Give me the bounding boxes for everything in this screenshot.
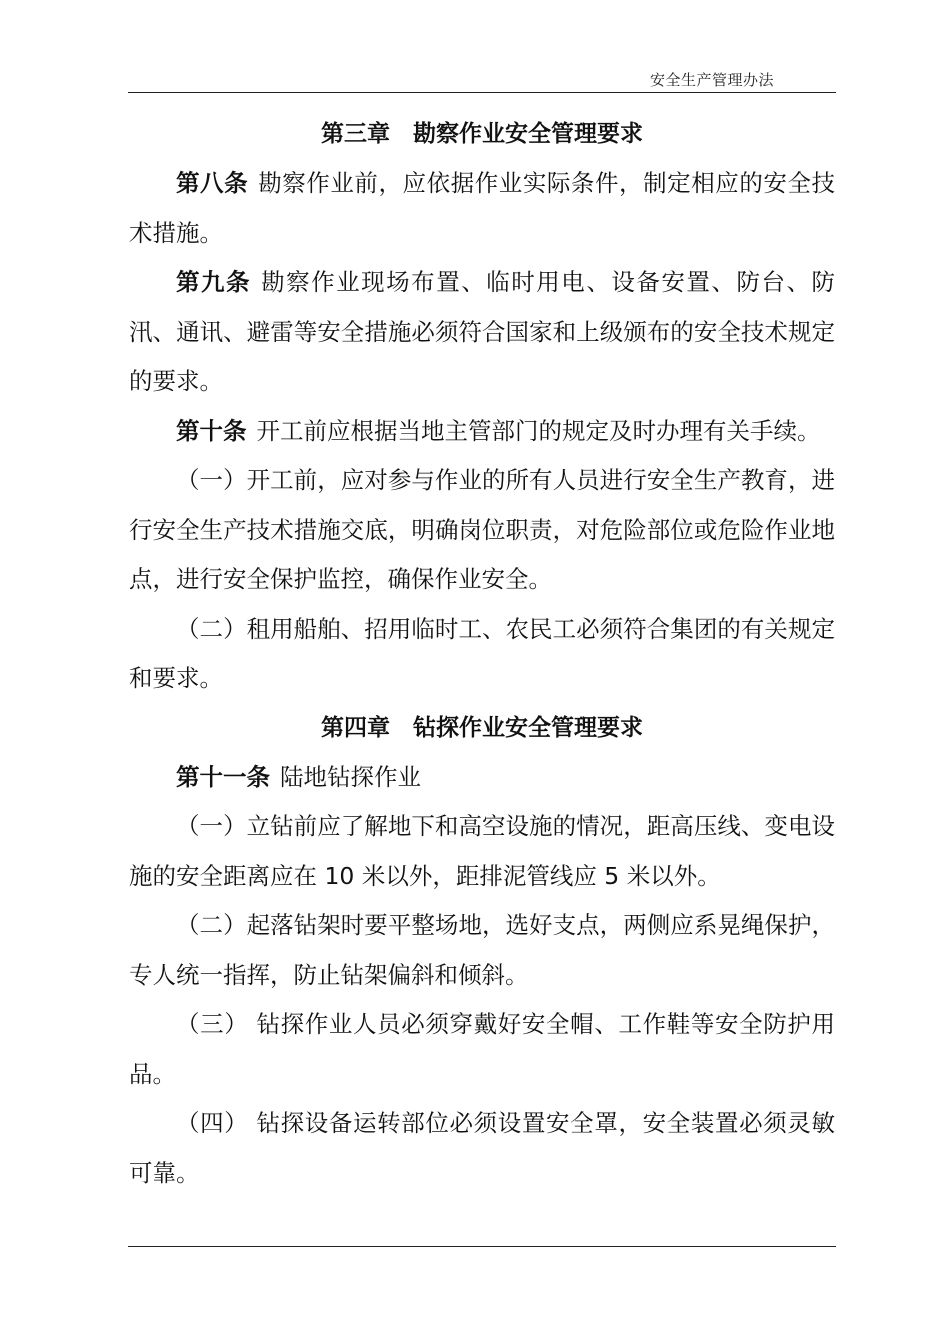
article-text: 陆地钻探作业 xyxy=(280,762,421,791)
article-10-item-1: （一）开工前，应对参与作业的所有人员进行安全生产教育，进行安全生产技术措施交底，明确岗位职责，对危险部位或危险作业地点，进行安全保护监控，确保作业安全。 xyxy=(129,466,835,593)
footer-rule xyxy=(128,1246,836,1247)
article-text: 勘察作业前，应依据作业实际条件，制定相应的安全技术措施。 xyxy=(129,169,836,247)
article-11 xyxy=(129,753,835,803)
article-11-item-2: （二）起落钻架时要平整场地，选好支点，两侧应系晃绳保护，专人统一指挥，防止钻架偏斜和倾斜。 xyxy=(129,911,835,989)
article-text: 勘察作业现场布置、临时用电、设备安置、防台、防汛、通讯、避雷等安全措施必须符合国家和上级颁布的安全技术规定的要求。 xyxy=(129,268,836,395)
article-label: 第十一条 xyxy=(176,762,270,791)
article-label: 第十条 xyxy=(176,416,247,445)
article-10-item-2: （二）租用船舶、招用临时工、农民工必须符合集团的有关规定和要求。 xyxy=(129,614,835,692)
article-11-item-4: （四） 钻探设备运转部位必须设置安全罩，安全装置必须灵敏可靠。 xyxy=(129,1109,835,1187)
header-rule xyxy=(128,92,836,93)
document-body xyxy=(129,110,835,1198)
article-11-item-3: （三） 钻探作业人员必须穿戴好安全帽、工作鞋等安全防护用品。 xyxy=(129,1010,835,1088)
article-9 xyxy=(129,258,835,407)
chapter-3-heading: 第三章 勘察作业安全管理要求 xyxy=(321,121,643,147)
article-10 xyxy=(129,407,835,457)
article-label: 第八条 xyxy=(176,169,249,197)
article-text: 开工前应根据当地主管部门的规定及时办理有关手续。 xyxy=(256,416,821,445)
article-8 xyxy=(129,159,835,258)
article-11-item-1: （一）立钻前应了解地下和高空设施的情况，距高压线、变电设施的安全距离应在 10 米以外，距排泥管线应 5 米以外。 xyxy=(129,812,835,890)
chapter-4-heading: 第四章 钻探作业安全管理要求 xyxy=(321,714,643,741)
page-header-title: 安全生产管理办法 xyxy=(649,71,774,89)
article-label: 第九条 xyxy=(176,268,252,296)
